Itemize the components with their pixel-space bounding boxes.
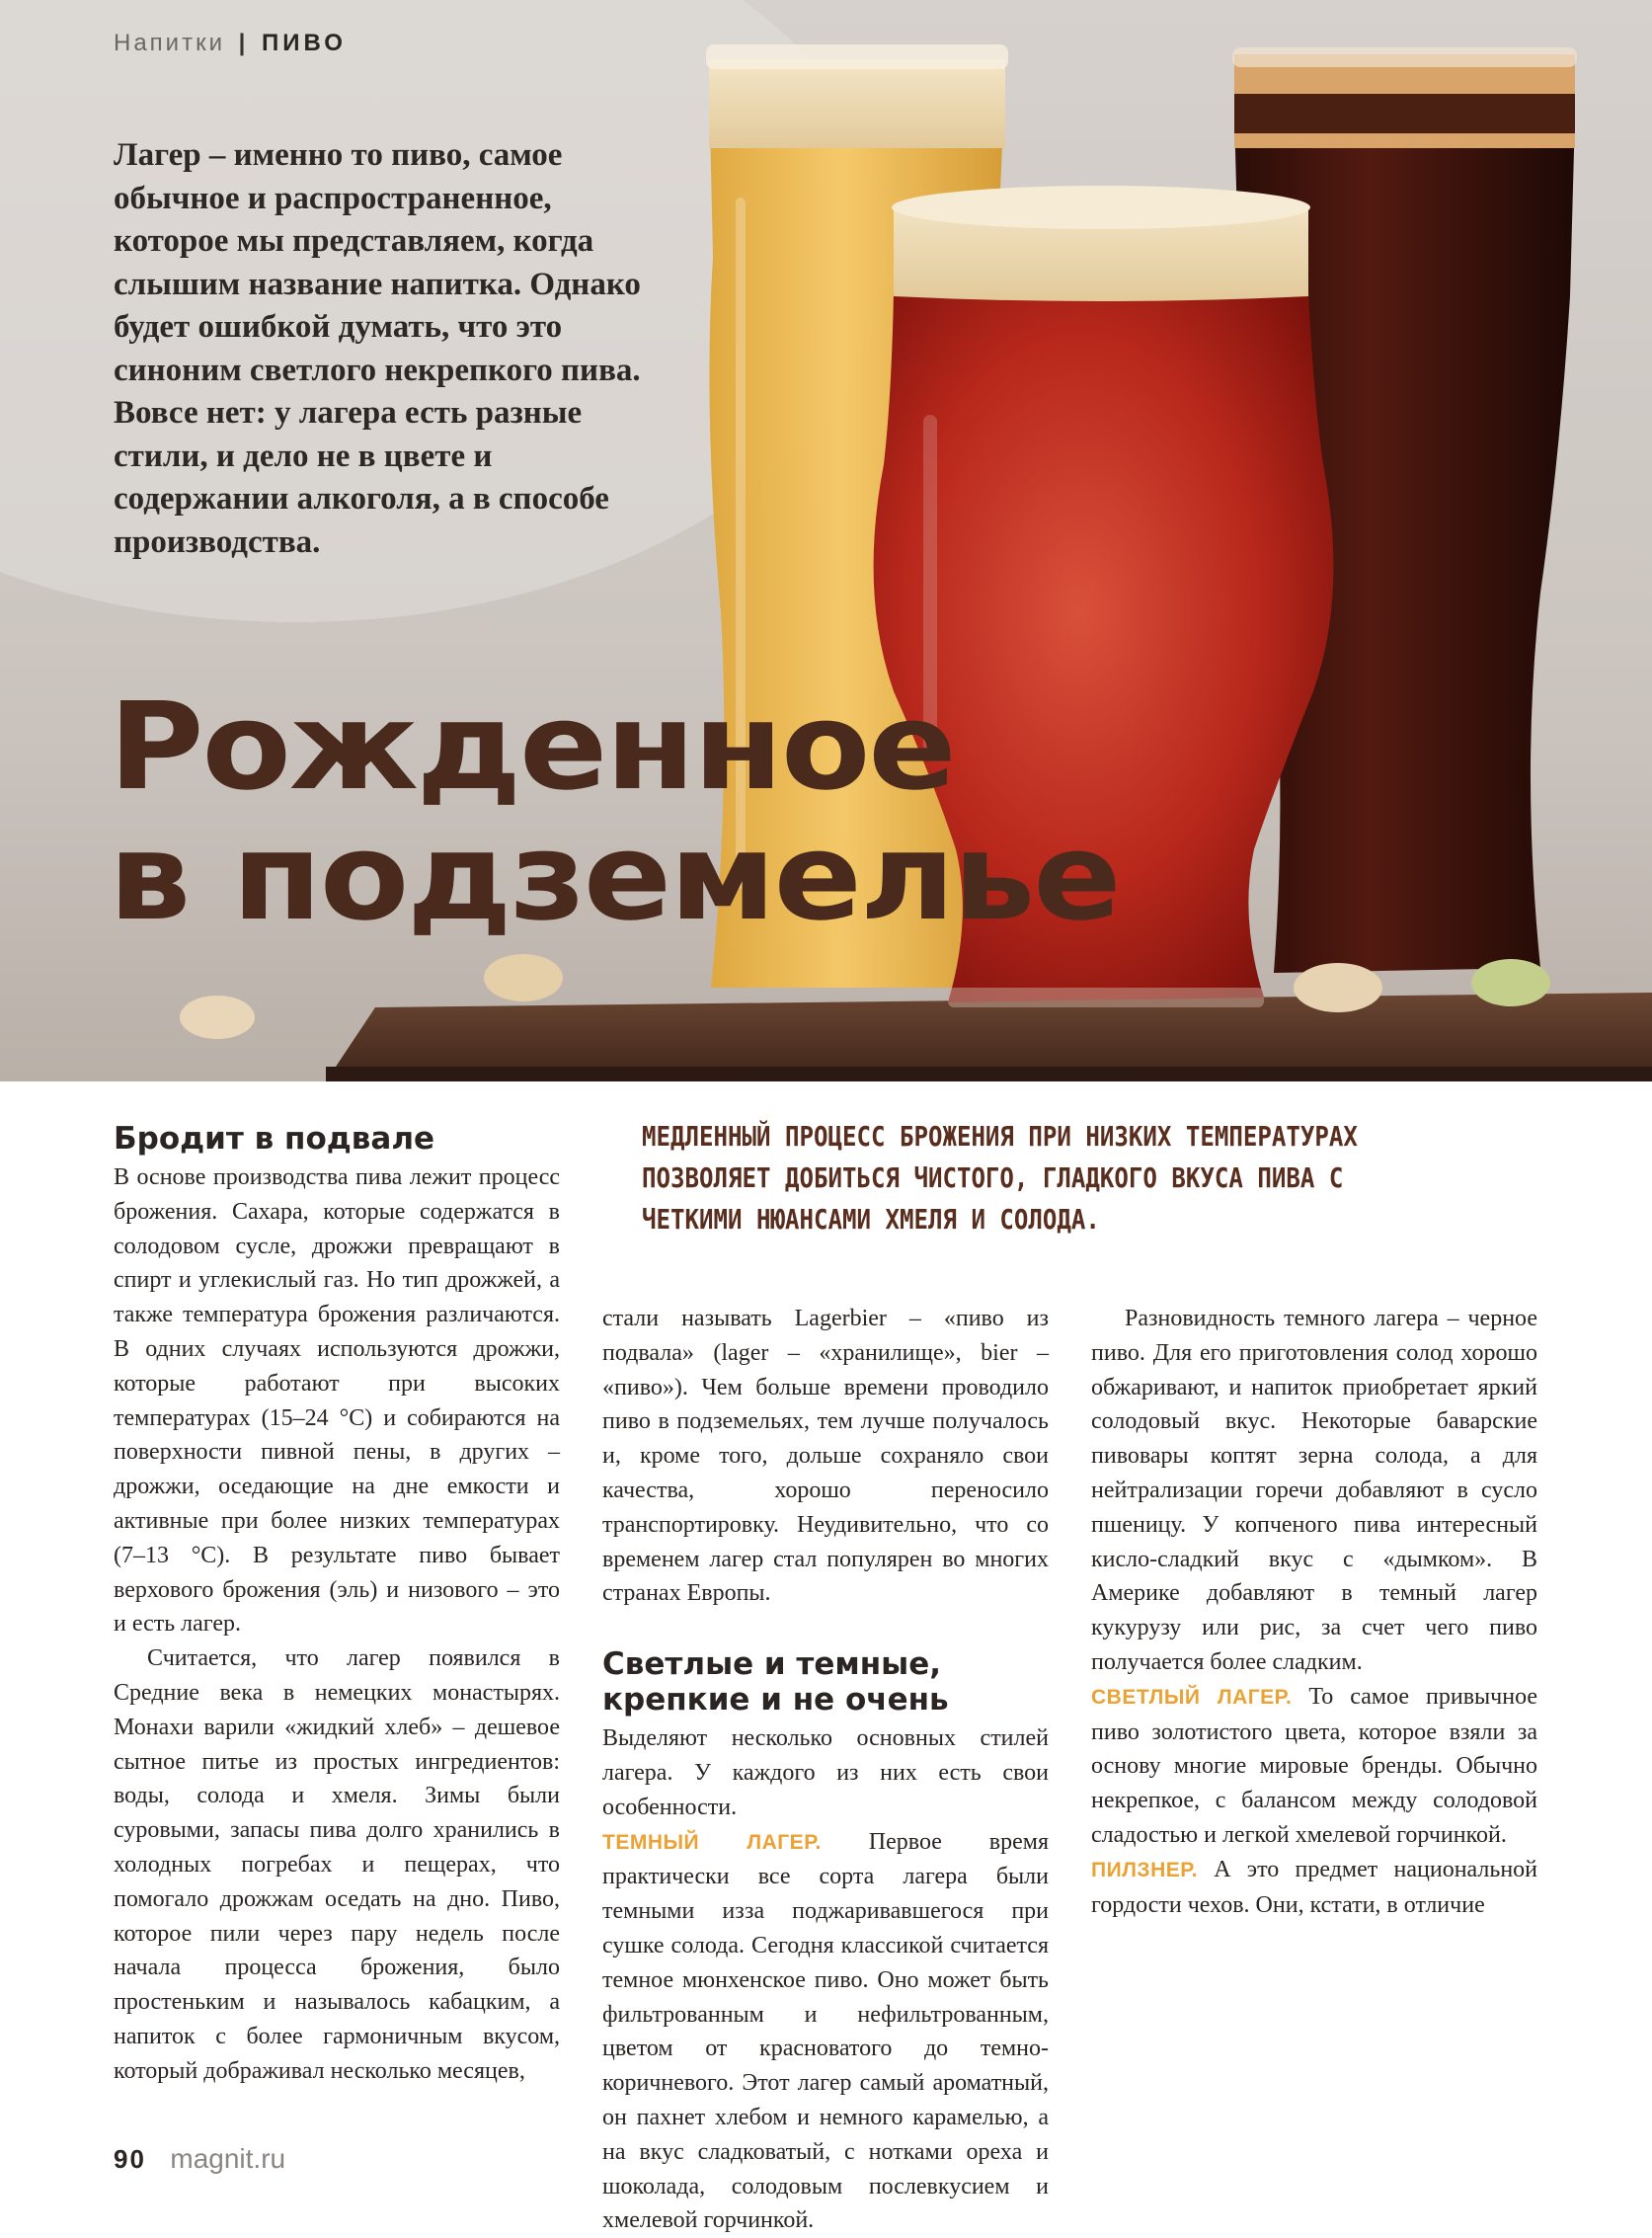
page-footer xyxy=(114,2143,285,2175)
column-1 xyxy=(114,1121,560,2089)
dark-lager-text: Первое время практически все сорта лагера были темными изза поджаривавшегося при сушке солода. Сегодня классикой считается темное мюнхенское пиво. Оно может быть фильтрованным и нефильтрованным, цветом от красноватого до темно-коричневого. Этот лагер самый ароматный, он пахнет хлебом и немного карамелью, а на вкус сладковатый, с нотками ореха и шоколада, солодовым послевкусием и хмелевой горчинкой. xyxy=(602,1828,1050,2234)
running-head-separator: | xyxy=(238,30,249,56)
body-paragraph-light-lager xyxy=(1091,1680,1537,1853)
pull-quote: МЕДЛЕННЫЙ ПРОЦЕСС БРОЖЕНИЯ ПРИ НИЗКИХ ТЕМПЕРАТУРАХ ПОЗВОЛЯЕТ ДОБИТЬСЯ ЧИСТОГО, ГЛАДКОГО ВКУСА ПИВА С ЧЕТКИМИ НЮАНСАМИ ХМЕЛЯ И СОЛОДА. xyxy=(642,1120,1358,1236)
page-number: 90 xyxy=(114,2144,146,2174)
keyword-light-lager: СВЕТЛЫЙ ЛАГЕР. xyxy=(1091,1685,1293,1709)
running-head-section: ПИВО xyxy=(262,30,347,56)
body-paragraph-pilsner xyxy=(1091,1853,1537,1923)
article-title xyxy=(109,677,1495,947)
site-link[interactable]: magnit.ru xyxy=(170,2143,286,2174)
pilsner-text: А это предмет национальной гордости чехов. Они, кстати, в отличие xyxy=(1091,1856,1538,1918)
keyword-pilsner: ПИЛЗНЕР. xyxy=(1091,1858,1198,1881)
body-paragraph: Выделяют несколько основных стилей лагера. У каждого из них есть свои особенности. xyxy=(602,1725,1049,1820)
article-title-line-1: Рожденное xyxy=(109,677,955,817)
lead-paragraph: Лагер – именно то пиво, самое обычное и распространенное, которое мы представляем, когда слышим название напитка. Однако будет ошибкой думать, что это синоним светлого некрепкого пива. Вовсе нет: у лагера есть разные стили, и дело не в цвете и содержании алкоголя, а в способе производства. xyxy=(114,137,641,560)
keyword-dark-lager: ТЕМНЫЙ ЛАГЕР. xyxy=(602,1830,822,1854)
body-paragraph: Разновидность темного лагера – черное пиво. Для его приготовления солод хорошо обжаривают, и напиток приобретает яркий солодовый вкус. Некоторые баварские пивовары коптят зерна солода, а для нейтрализации горечи добавляют в сусло пшеницу. У копченого пива интересный кисло-сладкий вкус с «дымком». В Америке добавляют в темный лагер кукурузу или рис, за счет чего пиво получается более сладким. xyxy=(1091,1306,1537,1675)
body-paragraph: стали называть Lagerbier – «пиво из подвала» (lager – «хранилище», bier – «пиво»). Чем больше времени проводило пиво в подземельях, тем лучше получалось и, кроме того, дольше сохраняло свои качества, хорошо переносило транспортировку. Неудивительно, что со временем лагер стал популярен во многих странах Европы. xyxy=(602,1306,1049,1607)
body-paragraph: Считается, что лагер появился в Средние века в немецких монастырях. Монахи варили «жидкий хлеб» – дешевое сытное питье из простых ингредиентов: воды, солода и хмеля. Зимы были суровыми, запасы пива долго хранились в холодных погребах и пещерах, что помогало дрожжам оседать на дно. Пиво, которое пили через пару недель после начала процесса брожения, было простеньким и называлось кабацким, а напиток с более гармоничным вкусом, который дображивал несколько месяцев, xyxy=(114,1645,560,2084)
article-title-line-2: в подземелье xyxy=(109,807,1120,947)
section-heading: Светлые и темные, крепкие и не очень xyxy=(602,1646,949,1718)
column-2 xyxy=(602,1302,1049,2238)
running-head-category: Напитки xyxy=(114,30,225,56)
body-paragraph: В основе производства пива лежит процесс брожения. Сахара, которые содержатся в солодовом сусле, дрожжи превращают в спирт и углекислый газ. Но тип дрожжей, а также температура брожения различаются. В одних случаях используются дрожжи, которые работают при высоких температурах (15–24 °С) и собираются на поверхности пивной пены, в других – дрожжи, оседающие на дне емкости и активные при более низких температурах (7–13 °С). В результате пиво бывает верхового брожения (эль) и низового – это и есть лагер. xyxy=(114,1164,560,1638)
section-heading: Бродит в подвале xyxy=(114,1121,435,1157)
column-3 xyxy=(1091,1302,1537,1922)
light-lager-text: То самое привычное пиво золотистого цвета, которое взяли за основу многие мировые бренды. Обычно некрепкое, с балансом между солодовой сладостью и легкой хмелевой горчинкой. xyxy=(1091,1683,1538,1848)
body-paragraph-dark-lager xyxy=(602,1825,1049,2238)
running-head xyxy=(114,30,347,57)
hero-photo xyxy=(0,0,1652,1081)
